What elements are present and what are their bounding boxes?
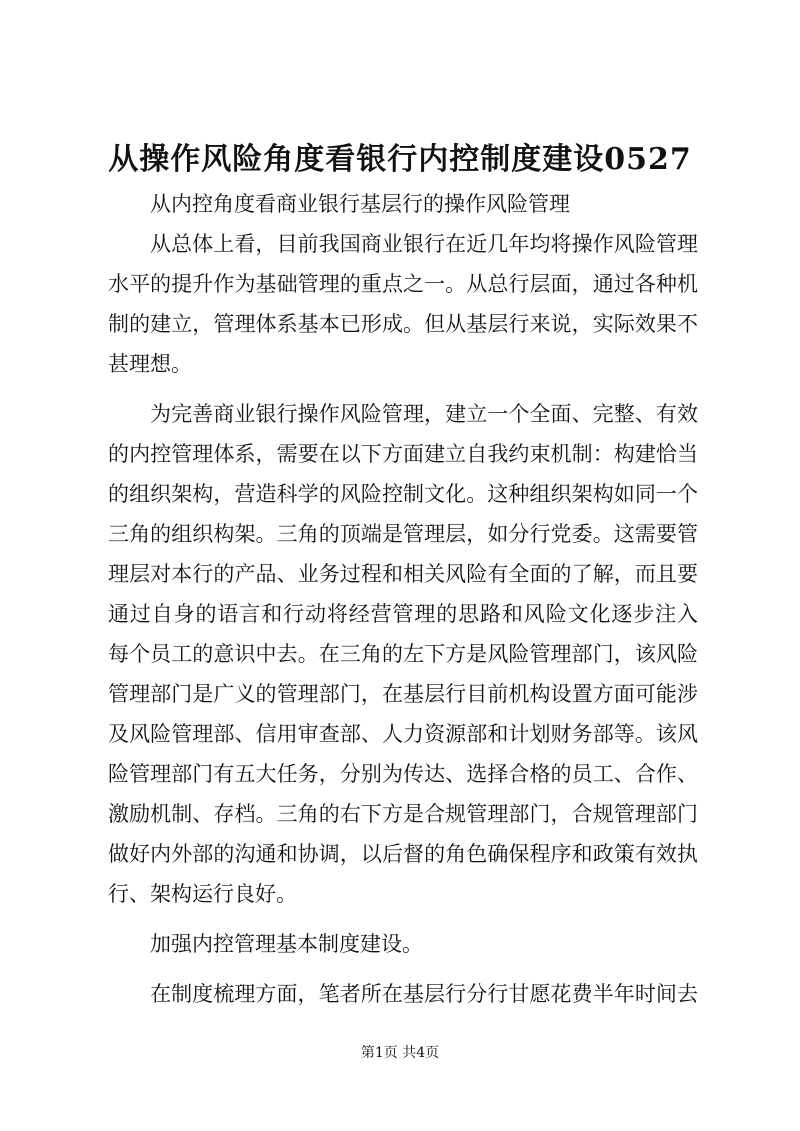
paragraph-line: 加强内控管理基本制度建设。 [150,932,423,956]
paragraph-gap [108,384,698,394]
paragraph-gap [108,964,698,974]
paragraph-gap [108,914,698,924]
paragraph-line: 甚理想。 [108,352,192,376]
subtitle-line: 从内控角度看商业银行基层行的操作风险管理 [150,192,570,216]
paragraph-line: 激励机制、存档。三角的右下方是合规管理部门，合规管理部门 [108,802,698,826]
page-footer: 第1页 共4页 [360,1045,440,1061]
paragraph-line: 的内控管理体系，需要在以下方面建立自我约束机制：构建恰当 [108,442,698,466]
paragraph-line: 每个员工的意识中去。在三角的左下方是风险管理部门，该风险 [108,642,698,666]
paragraph-line: 险管理部门有五大任务，分别为传达、选择合格的员工、合作、 [108,762,698,786]
paragraph-line: 三角的组织构架。三角的顶端是管理层，如分行党委。这需要管 [108,522,698,546]
document-title: 从操作风险角度看银行内控制度建设0527 [108,142,692,177]
paragraph-2 [108,394,698,914]
paragraph-1 [108,224,698,384]
subtitle-paragraph [108,184,698,224]
paragraph-line: 制的建立，管理体系基本已形成。但从基层行来说，实际效果不 [108,312,698,336]
paragraph-3 [108,924,698,964]
paragraph-line: 从总体上看，目前我国商业银行在近几年均将操作风险管理 [150,232,698,256]
document-body [108,184,698,1014]
paragraph-line: 的组织架构，营造科学的风险控制文化。这种组织架构如同一个 [108,482,698,506]
paragraph-line: 水平的提升作为基础管理的重点之一。从总行层面，通过各种机 [108,272,698,296]
paragraph-line: 行、架构运行良好。 [108,882,297,906]
paragraph-line: 管理部门是广义的管理部门，在基层行目前机构设置方面可能涉 [108,682,698,706]
paragraph-line: 理层对本行的产品、业务过程和相关风险有全面的了解，而且要 [108,562,698,586]
paragraph-line: 做好内外部的沟通和协调，以后督的角色确保程序和政策有效执 [108,842,698,866]
paragraph-line: 及风险管理部、信用审查部、人力资源部和计划财务部等。该风 [108,722,698,746]
paragraph-line: 为完善商业银行操作风险管理，建立一个全面、完整、有效 [150,402,698,426]
paragraph-line: 通过自身的语言和行动将经营管理的思路和风险文化逐步注入 [108,602,698,626]
paragraph-line: 在制度梳理方面，笔者所在基层行分行甘愿花费半年时间去 [150,982,698,1006]
paragraph-4 [108,974,698,1014]
